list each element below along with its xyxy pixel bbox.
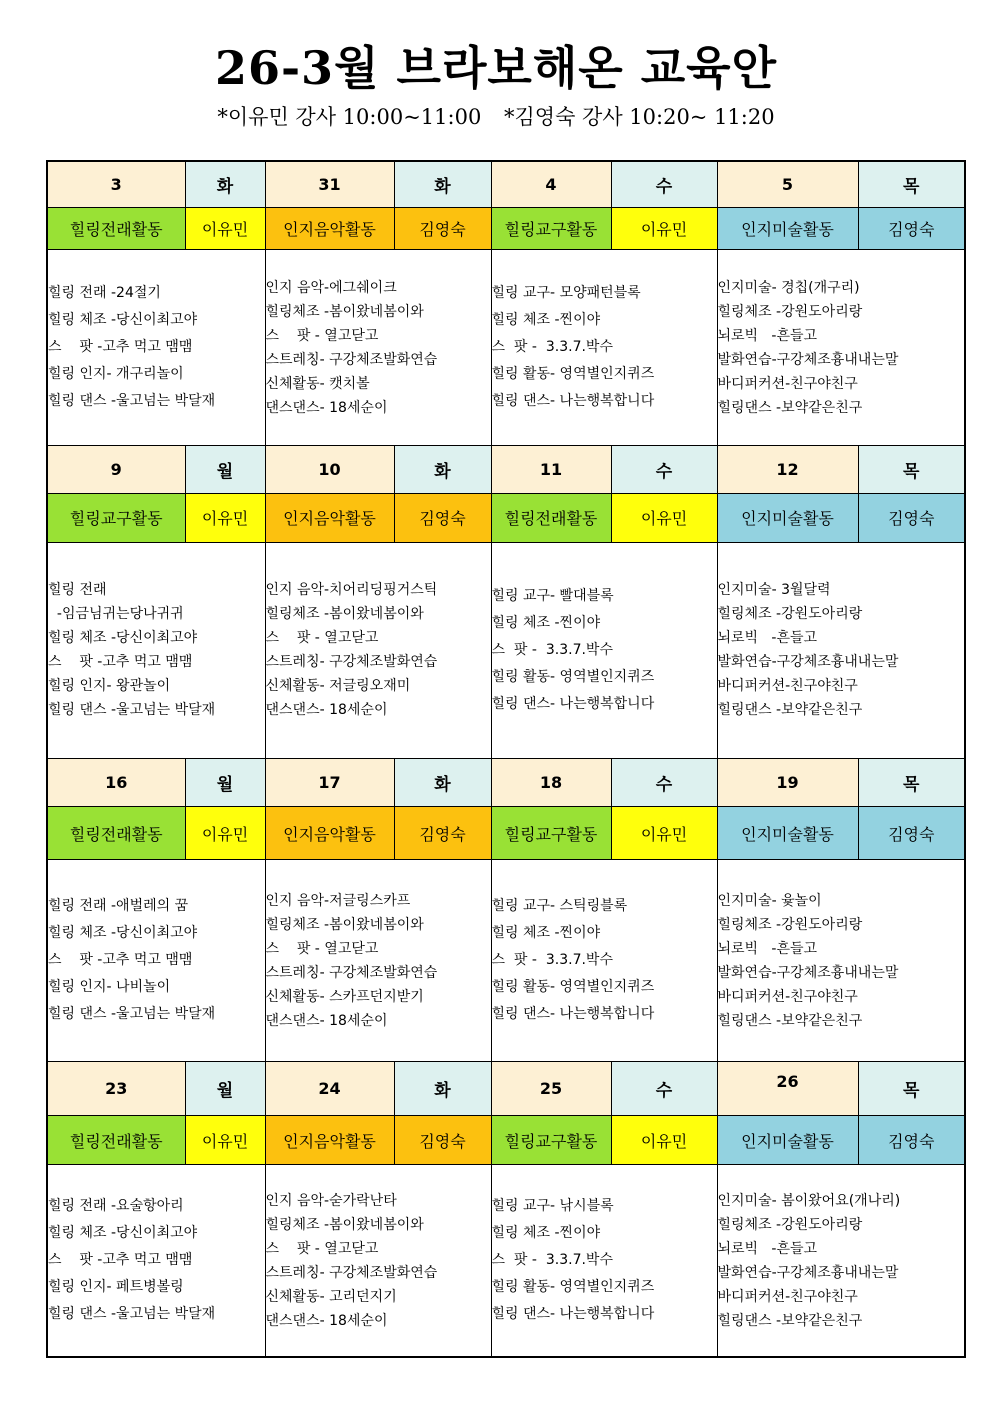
activity-line-list [718,276,965,420]
day-of-week: 수 [611,161,717,208]
activity-line: 힐링 교구- 빨대블록 [491,587,614,604]
activity-line: 힐링체조 -강원도아리랑 [717,916,863,933]
activity-line: 힐링 인지- 왕관놀이 [48,678,171,695]
activity-name: 힐링교구활동 [491,807,611,860]
day-of-week: 화 [394,161,491,208]
activity-details [265,1165,491,1357]
activity-line: 발화연습-구강체조흉내내는말 [717,351,899,368]
activity-line-list [48,893,265,1028]
day-date: 31 [265,161,394,208]
instructor-kim-time: *김영숙 강사 10:20~ 11:20 [504,105,775,129]
activity-line: 힐링 댄스- 나는행복합니다 [491,1006,655,1023]
activity-line: 댄스댄스- 18세순이 [265,1312,388,1329]
activity-line: 댄스댄스- 18세순이 [265,1012,388,1029]
activity-line: 발화연습-구강체조흉내내는말 [717,964,899,981]
activity-details [265,250,491,445]
day-date: 10 [265,445,394,494]
activity-line-list [266,578,491,722]
activity-details [717,542,965,758]
day-of-week: 월 [185,1062,265,1116]
activity-line: 힐링 전래 -애벌레의 꿈 [48,898,189,915]
day-date: 5 [717,161,858,208]
day-of-week: 목 [858,1062,965,1116]
week-date-row [47,758,965,807]
activity-name: 인지미술활동 [717,807,858,860]
day-date: 25 [491,1062,611,1116]
day-date: 24 [265,1062,394,1116]
activity-details [47,860,265,1062]
activity-line-list [48,1193,265,1328]
activity-line: 뇌로빅 -흔들고 [717,630,818,647]
activity-line: 힐링 활동- 영역별인지퀴즈 [491,979,655,996]
activity-details [265,860,491,1062]
activity-line: 힐링댄스 -보약같은친구 [717,702,863,719]
activity-details [491,250,717,445]
activity-line: 힐링체조 -강원도아리랑 [717,606,863,623]
activity-line: 스트레칭- 구강체조발화연습 [265,351,438,368]
day-date: 4 [491,161,611,208]
activity-details [265,542,491,758]
day-date: 12 [717,445,858,494]
teacher-name: 이유민 [185,494,265,543]
activity-line: 발화연습-구강체조흉내내는말 [717,654,899,671]
activity-line: -임금님귀는당나귀귀 [48,606,184,623]
activity-line: 인지 음악-숟가락난타 [265,1192,397,1209]
teacher-name: 김영숙 [858,208,965,250]
day-date: 17 [265,758,394,807]
activity-line: 신체활동- 고리던지기 [265,1288,397,1305]
activity-line: 힐링 댄스 -울고넘는 박달재 [48,393,216,409]
activity-line-list [492,583,717,718]
activity-line: 힐링 인지- 나비놀이 [48,979,171,996]
day-of-week: 월 [185,758,265,807]
activity-line: 바디퍼커션-친구야친구 [717,988,858,1005]
day-date: 16 [47,758,185,807]
activity-line: 힐링댄스 -보약같은친구 [717,1312,863,1329]
activity-line: 힐링체조 -봄이왔네봄이와 [265,1216,424,1233]
teacher-name: 이유민 [185,807,265,860]
activity-line: 힐링 체조 -당신이최고야 [48,312,198,328]
activity-details [717,860,965,1062]
teacher-name: 이유민 [185,1115,265,1165]
activity-line: 힐링 댄스 -울고넘는 박달재 [48,1006,216,1023]
activity-line: 스트레칭- 구강체조발화연습 [265,1264,438,1281]
activity-name: 힐링전래활동 [47,208,185,250]
activity-details [717,1165,965,1357]
activity-details [717,250,965,445]
activity-details [491,542,717,758]
activity-name: 힐링전래활동 [47,1115,185,1165]
activity-line: 힐링 댄스- 나는행복합니다 [491,695,655,712]
day-of-week: 수 [611,445,717,494]
day-date: 11 [491,445,611,494]
activity-details [47,250,265,445]
activity-line: 스 팟 -고추 먹고 맴맴 [48,1252,193,1269]
activity-line-list [718,889,965,1033]
week-activity-row [47,807,965,860]
day-date: 18 [491,758,611,807]
activity-line: 스 팟 - 열고닫고 [265,1240,379,1257]
day-of-week: 목 [858,758,965,807]
activity-line: 힐링 체조 -찐이야 [491,925,601,942]
activity-line: 힐링체조 -봄이왔네봄이와 [265,916,424,933]
day-of-week: 수 [611,758,717,807]
activity-line: 힐링댄스 -보약같은친구 [717,399,863,416]
activity-line: 댄스댄스- 18세순이 [265,702,388,719]
teacher-name: 김영숙 [858,807,965,860]
activity-line: 힐링 활동- 영역별인지퀴즈 [491,366,655,382]
week-content-row [47,542,965,758]
activity-line: 힐링 체조 -당신이최고야 [48,1225,198,1242]
activity-line: 스 팟 - 3.3.7.박수 [491,1252,613,1269]
activity-line: 뇌로빅 -흔들고 [717,327,818,344]
activity-line-list [718,578,965,722]
day-of-week: 화 [394,1062,491,1116]
teacher-name: 김영숙 [394,1115,491,1165]
activity-name: 인지음악활동 [265,494,394,543]
day-date: 3 [47,161,185,208]
activity-line: 인지 음악-저글링스카프 [265,892,411,909]
teacher-name: 김영숙 [394,208,491,250]
day-date: 26 [717,1062,858,1116]
activity-line: 바디퍼커션-친구야친구 [717,1288,858,1305]
activity-line: 힐링 댄스- 나는행복합니다 [491,1306,655,1323]
teacher-name: 김영숙 [858,494,965,543]
activity-line: 힐링체조 -강원도아리랑 [717,1216,863,1233]
day-date: 23 [47,1062,185,1116]
instructor-schedule [0,100,992,134]
activity-line: 신체활동- 스카프던지받기 [265,988,424,1005]
activity-line: 힐링 인지- 개구리놀이 [48,366,184,382]
activity-line: 신체활동- 저글링오재미 [265,678,411,695]
activity-name: 인지음악활동 [265,1115,394,1165]
activity-line: 스 팟 - 열고닫고 [265,630,379,647]
activity-line: 힐링 체조 -당신이최고야 [48,925,198,942]
week-date-row [47,445,965,494]
week-content-row [47,250,965,445]
activity-line: 힐링 댄스- 나는행복합니다 [491,393,655,409]
activity-line: 힐링 전래 [48,582,107,599]
activity-line: 뇌로빅 -흔들고 [717,1240,818,1257]
activity-line-list [266,889,491,1033]
activity-line: 힐링체조 -봄이왔네봄이와 [265,303,424,320]
day-of-week: 수 [611,1062,717,1116]
activity-line-list [48,578,265,722]
activity-line: 인지 음악-에그쉐이크 [265,279,397,296]
activity-line: 신체활동- 캣치볼 [265,375,370,392]
activity-line: 스 팟 -고추 먹고 맴맴 [48,952,193,969]
week-activity-row [47,208,965,250]
activity-line: 힐링 교구- 스틱링블록 [491,898,628,915]
activity-line: 스 팟 - 3.3.7.박수 [491,339,613,355]
teacher-name: 이유민 [611,807,717,860]
day-of-week: 월 [185,445,265,494]
activity-name: 힐링교구활동 [47,494,185,543]
activity-line: 힐링 체조 -찐이야 [491,614,601,631]
activity-line: 스트레칭- 구강체조발화연습 [265,964,438,981]
activity-name: 인지미술활동 [717,1115,858,1165]
day-date: 9 [47,445,185,494]
activity-line: 인지미술- 윷놀이 [717,892,822,909]
activity-line: 힐링 댄스 -울고넘는 박달재 [48,1306,216,1323]
activity-line: 스 팟 -고추 먹고 맴맴 [48,339,193,355]
week-activity-row [47,1115,965,1165]
activity-line: 힐링 교구- 낚시블록 [491,1198,614,1215]
lesson-plan-table [46,160,966,1358]
activity-line: 힐링댄스 -보약같은친구 [717,1012,863,1029]
activity-line-list [718,1189,965,1333]
activity-name: 힐링전래활동 [47,807,185,860]
day-date: 19 [717,758,858,807]
activity-name: 인지음악활동 [265,807,394,860]
activity-name: 힐링교구활동 [491,1115,611,1165]
teacher-name: 김영숙 [394,807,491,860]
activity-line: 스 팟 - 3.3.7.박수 [491,641,613,658]
day-of-week: 목 [858,445,965,494]
activity-line: 힐링 활동- 영역별인지퀴즈 [491,668,655,685]
activity-name: 힐링전래활동 [491,494,611,543]
activity-line: 힐링 체조 -찐이야 [491,1225,601,1242]
activity-line: 힐링 교구- 모양패턴블록 [491,285,641,301]
day-of-week: 목 [858,161,965,208]
activity-line: 스 팟 -고추 먹고 맴맴 [48,654,193,671]
activity-name: 인지미술활동 [717,494,858,543]
week-activity-row [47,494,965,543]
teacher-name: 이유민 [611,208,717,250]
activity-line: 댄스댄스- 18세순이 [265,399,388,416]
activity-name: 힐링교구활동 [491,208,611,250]
activity-line: 힐링 활동- 영역별인지퀴즈 [491,1279,655,1296]
activity-line: 인지미술- 봄이왔어요(개나리) [717,1192,901,1209]
week-date-row [47,1062,965,1116]
activity-details [47,1165,265,1357]
teacher-name: 이유민 [611,1115,717,1165]
activity-line: 힐링체조 -강원도아리랑 [717,303,863,320]
activity-name: 인지음악활동 [265,208,394,250]
activity-line: 바디퍼커션-친구야친구 [717,375,858,392]
activity-line: 인지 음악-치어리딩핑거스틱 [265,582,438,599]
activity-line: 힐링 전래 -요술항아리 [48,1198,184,1215]
activity-line: 힐링 댄스 -울고넘는 박달재 [48,702,216,719]
activity-line: 발화연습-구강체조흉내내는말 [717,1264,899,1281]
activity-line: 스 팟 - 3.3.7.박수 [491,952,613,969]
activity-line: 스 팟 - 열고닫고 [265,327,379,344]
day-of-week: 화 [185,161,265,208]
activity-line: 스트레칭- 구강체조발화연습 [265,654,438,671]
week-content-row [47,860,965,1062]
activity-line-list [492,1193,717,1328]
teacher-name: 이유민 [611,494,717,543]
activity-line: 스 팟 - 열고닫고 [265,940,379,957]
day-of-week: 화 [394,758,491,807]
activity-line: 인지미술- 3월달력 [717,582,831,599]
activity-details [491,1165,717,1357]
activity-details [491,860,717,1062]
activity-name: 인지미술활동 [717,208,858,250]
activity-line: 뇌로빅 -흔들고 [717,940,818,957]
day-of-week: 화 [394,445,491,494]
activity-line: 힐링 체조 -당신이최고야 [48,630,198,647]
activity-line: 힐링 체조 -찐이야 [491,312,601,328]
activity-line-list [492,893,717,1028]
week-content-row [47,1165,965,1357]
teacher-name: 이유민 [185,208,265,250]
activity-line-list [48,280,265,415]
activity-line-list [266,276,491,420]
teacher-name: 김영숙 [858,1115,965,1165]
activity-line: 힐링체조 -봄이왔네봄이와 [265,606,424,623]
activity-details [47,542,265,758]
activity-line: 힐링 전래 -24절기 [48,285,161,301]
activity-line: 힐링 인지- 페트병볼링 [48,1279,184,1296]
week-date-row [47,161,965,208]
activity-line: 바디퍼커션-친구야친구 [717,678,858,695]
activity-line-list [492,280,717,415]
activity-line-list [266,1189,491,1333]
page-title: 26-3월 브라보해온 교육안 [214,41,778,95]
teacher-name: 김영숙 [394,494,491,543]
activity-line: 인지미술- 경칩(개구리) [717,279,860,296]
instructor-lee-time: *이유민 강사 10:00~11:00 [217,105,482,129]
